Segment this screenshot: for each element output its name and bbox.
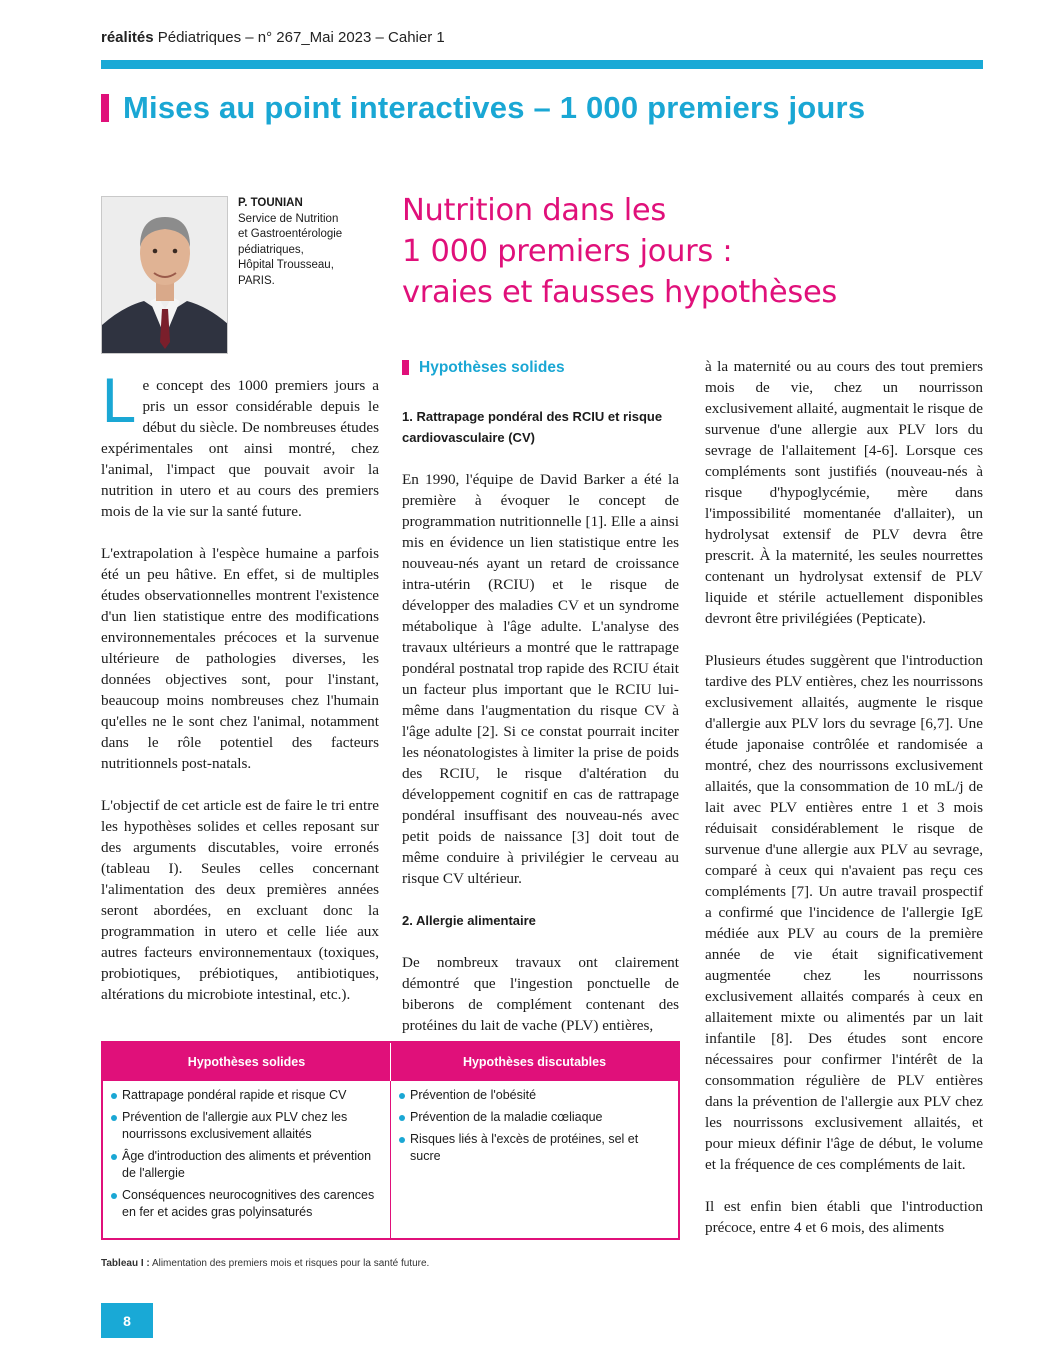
- column-3: [705, 356, 983, 1259]
- section-marker: [101, 94, 109, 122]
- section-title: [101, 88, 865, 128]
- table-list-item: Âge d'introduction des aliments et prévention de l'allergie: [109, 1148, 380, 1182]
- author-affiliation-line: PARIS.: [238, 274, 275, 287]
- paragraph: En 1990, l'équipe de David Barker a été la première à évoquer le concept de programmation nutritionnelle [1]. Elle a ainsi mis en évidence un lien statistique entre les nouveau-nés ayant un retard de croissance intra-utérin (RCIU) et le risque de développer des maladies CV et un syndrome métabolique à l'âge adulte. L'analyse des travaux ultérieurs a montré que le rattrapage pondéral postnatal trop rapide des RCIU était un facteur plus important que le RCIU lui-même dans l'augmentation du risque CV à l'âge adulte [2]. Si ce constat pourrait inciter les néonatologistes à limiter la prise de poids des RCIU, le risque d'altération du développement cognitif en cas de rattrapage pondéral insuffisant des nouveau-nés avec petit poids de naissance [3] doit tout de même conduire à privilégier le cerveau au risque CV ultérieur.: [402, 471, 679, 887]
- table-header-row: [103, 1043, 678, 1081]
- author-affiliation-line: pédiatriques,: [238, 243, 304, 256]
- table-caption-label: Tableau I :: [101, 1258, 150, 1269]
- page-number: 8: [101, 1303, 153, 1338]
- table-body: [103, 1081, 678, 1238]
- article-title-line: Nutrition dans les: [402, 193, 666, 228]
- paragraph: L'objectif de cet article est de faire le tri entre les hypothèses solides et celles reposant sur des arguments discutables, voire erronés (tableau I). Seules celles concernant l'alimentation des deux premières années seront abordées, en excluant donc la programmation in utero et celle liée aux autres facteurs environnementaux (toxiques, probiotiques, prébiotiques, antibiotiques, altérations du microbiote intestinal, etc.).: [101, 797, 379, 1003]
- column-1: [101, 367, 379, 1026]
- table-list-item: Prévention de l'obésité: [397, 1087, 668, 1104]
- author-photo: [101, 196, 228, 354]
- author-affiliation-line: Hôpital Trousseau,: [238, 259, 334, 271]
- table-header-solides: Hypothèses solides: [187, 1055, 306, 1069]
- numbered-heading: 1. Rattrapage pondéral des RCIU et risque cardiovasculaire (CV): [402, 409, 663, 445]
- paragraph: Plusieurs études suggèrent que l'introduction tardive des PLV entières, chez les nourrissons exclusivement allaités, augmente le risque d'allergie aux PLV lors du sevrage [6,7]. Une étude japonaise contrôlée et randomisée a montré, chez des nourrissons exclusivement allaités, que la consommation de 10 mL/j de lait avec PLV entières entre 1 et 3 mois réduisait considérablement le risque de survenue d'une allergie aux PLV au sevrage, comparé à ceux qui n'avaient pas reçu ces compléments [7]. Un autre travail prospectif a confirmé que l'incidence de l'allergie IgE médiée aux PLV au cours de la première année de vie était significativement augmentée chez les nourrissons exclusivement allaités comparés à ceux en allaitement mixte ou alimentés par un lait infantile [8]. Des études sont encore nécessaires pour confirmer l'intérêt de la consommation régulière de PLV entières dans la prévention de l'allergie aux PLV chez les nourrissons exclusivement allaités, et pour mieux définir l'âge de début, le volume et la fréquence de ces compléments de lait.: [705, 652, 983, 1173]
- author-block: [238, 196, 342, 289]
- table-column-solides: [103, 1081, 390, 1238]
- hypotheses-table: [101, 1041, 680, 1240]
- table-header-discutables: Hypothèses discutables: [390, 1043, 678, 1081]
- journal-brand: réalités: [101, 29, 154, 46]
- paragraph: De nombreux travaux ont clairement démontré que l'ingestion ponctuelle de biberons de complément contenant des protéines du lait de vache (PLV) entières,: [402, 954, 679, 1034]
- table-caption: [101, 1258, 429, 1269]
- column-2: [402, 356, 679, 1057]
- table-list-item: Rattrapage pondéral rapide et risque CV: [109, 1087, 380, 1104]
- paragraph: à la maternité ou au cours des tout premiers mois de vie, chez un nourrisson exclusivement allaité, augmentait le risque de survenue d'une allergie aux PLV lors du sevrage de l'allaitement [4-6]. Lorsque ces compléments sont justifiés (nouveau-nés à risque d'hypoglycémie, mère dans l'impossibilité momentanée d'allaiter), un hydrolysat extensif de PLV devra être prescrit. À la maternité, les seules nourrettes contenant un hydrolysat extensif de PLV liquide et stérile actuellement disponibles devront être privilégiées (Pepticate).: [705, 358, 983, 627]
- subsection-heading: [402, 356, 679, 378]
- section-title-text: Mises au point interactives – 1 000 premiers jours: [123, 90, 866, 125]
- author-name: P. TOUNIAN: [238, 197, 303, 209]
- intro-text: e concept des 1000 premiers jours a pris un essor considérable depuis le début du siècle. De nombreuses études expérimentales ont ainsi montré, chez l'animal, l'impact que pouvait avoir la nutrition in utero et au cours des premiers mois de la vie sur la santé future.: [101, 377, 379, 520]
- header-rule: [101, 60, 983, 69]
- article-title-line: 1 000 premiers jours :: [402, 234, 733, 269]
- table-list-item: Risques liés à l'excès de protéines, sel et sucre: [397, 1131, 668, 1165]
- journal-issue: Pédiatriques – n° 267_Mai 2023 – Cahier 1: [157, 29, 445, 46]
- article-title: [402, 190, 837, 313]
- subsection-heading-text: Hypothèses solides: [419, 358, 565, 376]
- numbered-heading: 2. Allergie alimentaire: [402, 913, 536, 928]
- paragraph: Il est enfin bien établi que l'introduction précoce, entre 4 et 6 mois, des aliments: [705, 1198, 983, 1236]
- intro-paragraph: [101, 367, 379, 522]
- author-affiliation-line: Service de Nutrition: [238, 212, 339, 225]
- author-portrait-icon: [102, 197, 228, 354]
- subsection-marker: [402, 360, 409, 375]
- author-affiliation-line: et Gastroentérologie: [238, 228, 343, 240]
- table-caption-text: Alimentation des premiers mois et risques pour la santé future.: [149, 1258, 430, 1269]
- table-list-item: Prévention de l'allergie aux PLV chez les nourrissons exclusivement allaités: [109, 1109, 380, 1143]
- drop-cap: L: [101, 367, 135, 437]
- table-column-discutables: [390, 1081, 678, 1238]
- article-title-line: vraies et fausses hypothèses: [402, 275, 838, 310]
- running-head: [101, 29, 445, 46]
- table-list-item: Prévention de la maladie cœliaque: [397, 1109, 668, 1126]
- table-list-item: Conséquences neurocognitives des carences en fer et acides gras polyinsaturés: [109, 1187, 380, 1221]
- paragraph: L'extrapolation à l'espèce humaine a parfois été un peu hâtive. En effet, si de multiples études observationnelles montrent l'existence d'un lien statistique entre des modifications environnementales précoces et la survenue ultérieure de pathologies diverses, les données objectives sont, pour l'instant, beaucoup moins nombreuses chez l'humain qu'elles ne le sont chez l'animal, notamment dans le rôle potentiel des facteurs nutritionnels post-natals.: [101, 545, 379, 772]
